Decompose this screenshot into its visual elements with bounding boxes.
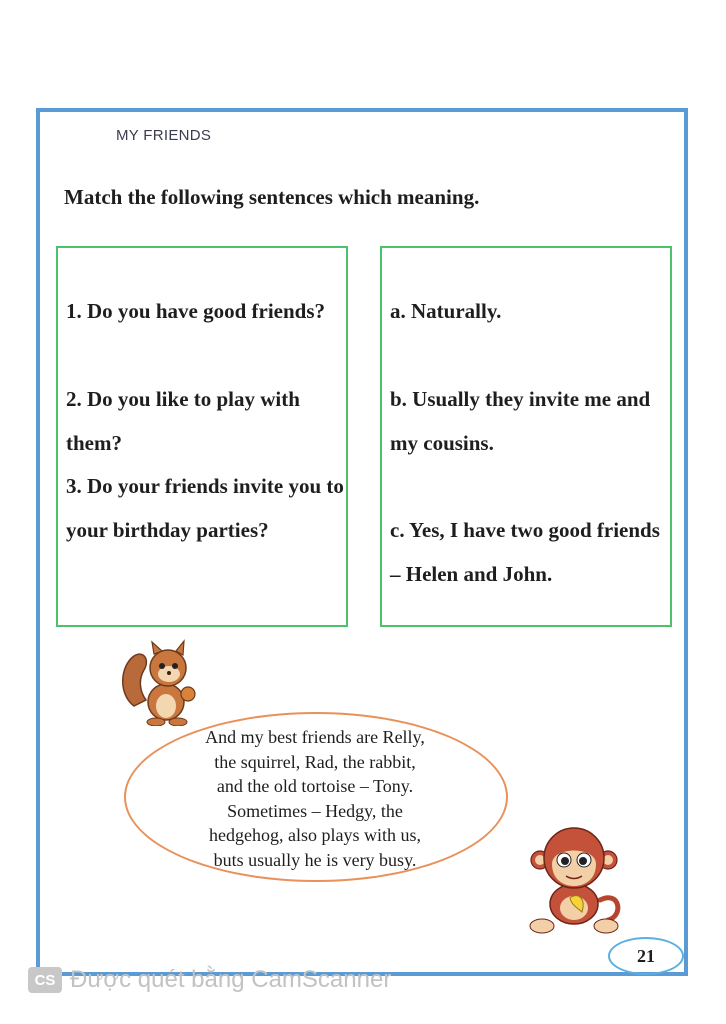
bubble-line: buts usually he is very busy. <box>213 849 417 870</box>
answer-a: a. Naturally. <box>390 299 502 323</box>
squirrel-illustration <box>116 636 206 726</box>
speech-bubble-text <box>170 725 460 872</box>
bubble-line: and the old tortoise – Tony. <box>216 776 414 796</box>
section-title: MY FRIENDS <box>116 127 212 144</box>
question-2: 2. Do you like to play with them? <box>66 387 300 455</box>
bubble-line: hedgehog, also plays with us, <box>209 825 421 845</box>
bubble-line: the squirrel, Rad, the rabbit, <box>214 751 416 772</box>
bubble-line: And my best friends are Relly, <box>205 727 425 747</box>
camscanner-logo-icon: CS <box>28 967 62 993</box>
answer-c: c. Yes, I have two good friends – Helen and John. <box>390 518 660 586</box>
watermark-text: Được quét bằng CamScanner <box>70 966 392 993</box>
camscanner-watermark <box>28 966 391 994</box>
exercise-instruction: Match the following sentences which meaning. <box>64 185 480 209</box>
answer-b: b. Usually they invite me and my cousins. <box>390 387 651 455</box>
bubble-line: Sometimes – Hedgy, the <box>227 800 403 821</box>
monkey-illustration <box>520 820 630 936</box>
page-number: 21 <box>608 937 684 975</box>
question-1: 1. Do you have good friends? <box>66 299 326 323</box>
question-3: 3. Do your friends invite you to your birthday parties? <box>66 474 344 542</box>
